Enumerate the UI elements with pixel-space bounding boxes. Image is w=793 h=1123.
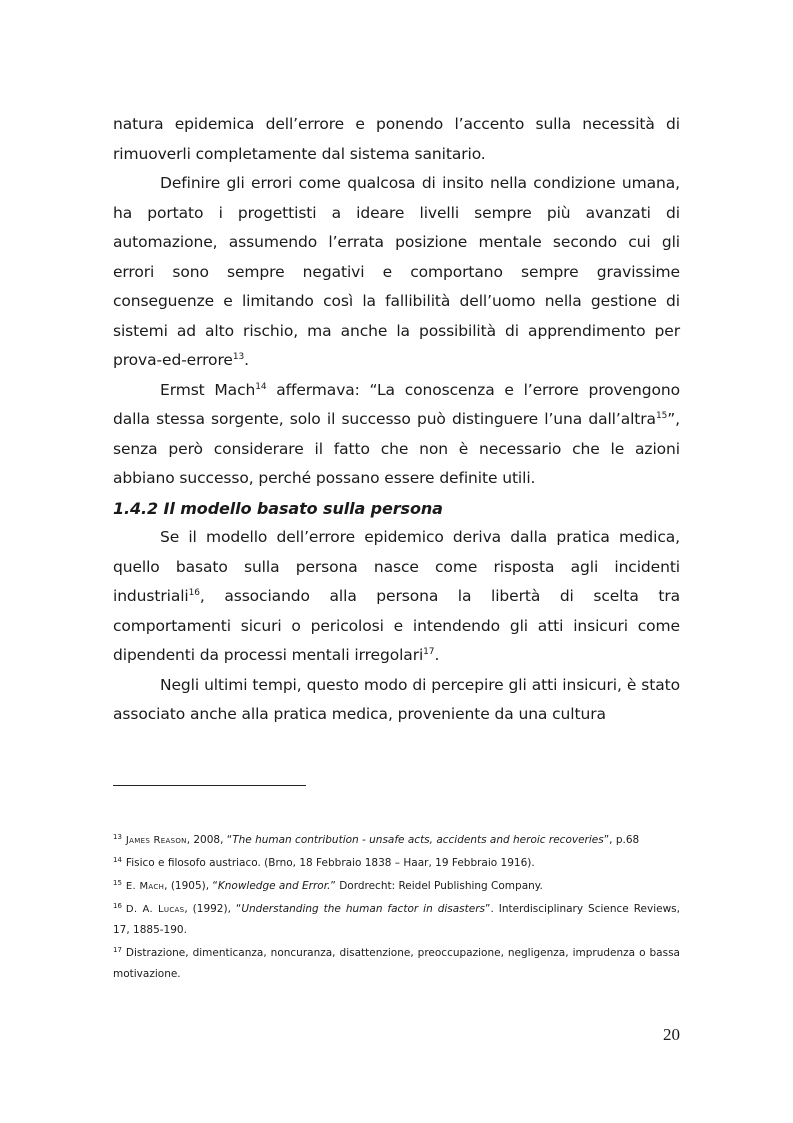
footnote-ref-13[interactable]: 13 <box>232 351 245 362</box>
footnote-14: $^{14}$ Fisico e filosofo austriaco. (Brno, 18 Febbraio 1838 – Haar, 19 Febbraio 1916). <box>113 855 535 869</box>
section-heading: 1.4.2 Il modello basato sulla persona <box>113 498 443 518</box>
footnote-separator <box>113 785 306 786</box>
footnote-15: $^{15}$ E. Mach, (1905), “Knowledge and Error.” Dordrecht: Reidel Publishing Company. <box>113 878 543 892</box>
footnote-ref-14[interactable]: 14 <box>255 381 267 392</box>
footnote-17: $^{17}$ Distrazione, dimenticanza, noncuranza, disattenzione, preoccupazione, negligenza, imprudenza o bassa motivazione. <box>113 945 680 980</box>
page-number: 20 <box>663 1025 680 1044</box>
paragraph-mach-quote: Ermst Mach$^{14}$ affermava: “La conoscenza e l’errore provengono dalla stessa sorgente, solo il successo può distinguere l’una dall’altra$^{15}$”, senza però considerare il fatto che non è necessario che le azioni abbiano successo, perché possano essere definite utili. <box>113 380 680 487</box>
footnote-ref-15[interactable]: 15 <box>655 410 668 421</box>
paragraph-person-model: Se il modello dell’errore epidemico deriva dalla pratica medica, quello basato sulla persona nasce come risposta agli incidenti industriali$^{16}$, associando alla persona la libertà di scelta tra comportamenti sicuri o pericolosi e intendendo gli atti insicuri come dipendenti da processi mentali irregolari$^{17}$. <box>113 528 680 664</box>
footnote-16: $^{16}$ D. A. Lucas, (1992), “Understanding the human factor in disasters”. Interdisciplinary Science Reviews, 17, 1885-190. <box>113 901 680 936</box>
footnote-ref-16[interactable]: 16 <box>188 587 200 598</box>
footnotes <box>113 830 680 987</box>
body-text <box>113 110 680 730</box>
paragraph-automation: Definire gli errori come qualcosa di insito nella condizione umana, ha portato i progettisti a ideare livelli sempre più avanzati di automazione, assumendo l’errata posizione mentale secondo cui gli errori sono sempre negativi e comportano sempre gravissime conseguenze e limitando così la fallibilità dell’uomo nella gestione di sistemi ad alto rischio, ma anche la possibilità di apprendimento per prova-ed-errore$^{13}$. <box>113 174 680 369</box>
paragraph-recent-times: Negli ultimi tempi, questo modo di percepire gli atti insicuri, è stato associato anche alla pratica medica, proveniente da una cultura <box>113 675 680 723</box>
footnote-13: $^{13}$ James Reason, 2008, “The human contribution - unsafe acts, accidents and heroic recoveries”, p.68 <box>113 832 640 846</box>
footnote-ref-17[interactable]: 17 <box>423 646 435 657</box>
paragraph-continuation: natura epidemica dell’errore e ponendo l’accento sulla necessità di rimuoverli completamente dal sistema sanitario. <box>113 115 680 163</box>
